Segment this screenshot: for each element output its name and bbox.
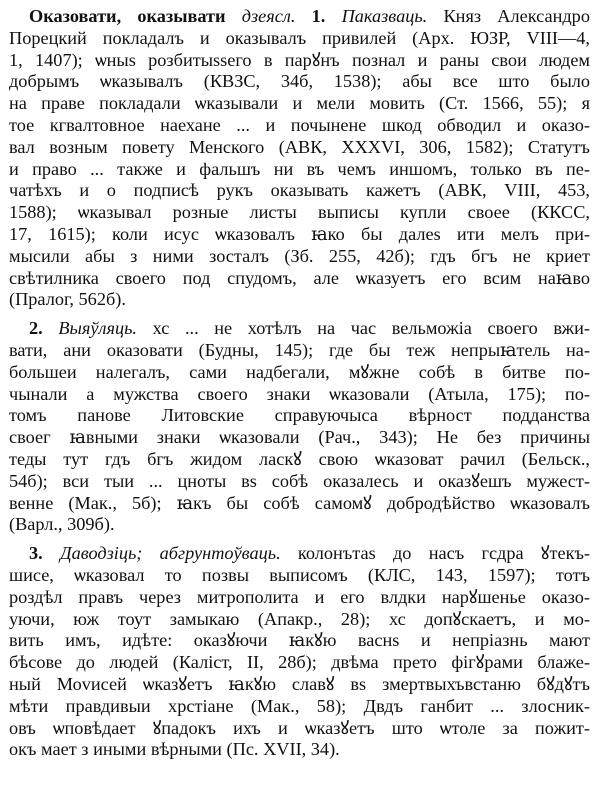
text-line: Порецкий покладалъ и оказывалъ привилей (Арх. ЮЗР, VIII—4, — [9, 27, 590, 48]
sense-number: 3. — [29, 543, 43, 564]
sense-gloss: Выяўляць. — [58, 318, 137, 339]
text-line: ный Моvисей ѡказꙋетъ ꙗкꙋю славꙋ вs змертвыхъвстаню бꙋдꙋтъ — [9, 673, 590, 694]
text-line: на праве покладали ѡказывали и мели мовить (Ст. 1566, 55); я — [9, 93, 590, 114]
text-line: 1588); ѡказывал розные листы выписы купли своее (ККСС, — [9, 202, 590, 223]
headword: Оказовати, оказывати — [29, 6, 226, 26]
text-line: венне (Мак., 5б); ꙗкъ бы собѣ самомꙋ добродѣйство ѡказовалъ — [9, 492, 590, 513]
text-line: 54б); вси тыи ... цноты вs собѣ оказалесь и оказꙋешъ мужест- — [9, 470, 590, 491]
sense-first-line — [9, 318, 590, 340]
text-line: 17, 1615); коли исус ѡказовалъ ꙗко бы далеs ити мелъ при- — [9, 223, 590, 244]
text-line: чынали а мужства своего знаки ѡказовали (Атыла, 175); по- — [9, 383, 590, 404]
text-line: (Пралог, 562б). — [9, 289, 126, 310]
sense-gloss: Даводзіць; абгрунтоўваць. — [60, 543, 281, 564]
text-line: свѣтилника своего под спудомъ, але ѡказуетъ его всим наꙗво — [9, 267, 590, 288]
text-line: большеи налегалъ, сами надбегали, мꙋжне собѣ в битве по- — [9, 361, 590, 382]
text-line: чатѣхъ и о подписѣ рукъ оказывать кажетъ (АВК, VIII, 453, — [9, 180, 590, 201]
text-line: теды тут гдъ бгъ жидом ласкꙋ свою ѡказоват рачил (Бельск., — [9, 448, 590, 469]
sense-3-paragraph — [9, 543, 590, 761]
text-line: добрымъ ѡказывалъ (КВЗС, 34б, 1538); абы все што было — [9, 71, 590, 92]
text-line: колонътаs до насъ гсдра ꙋтекъ- — [297, 543, 590, 564]
sense-number: 1. — [311, 6, 326, 26]
text-line: (Варл., 309б). — [9, 514, 115, 535]
sense-gloss: Паказваць. — [341, 6, 428, 26]
text-line: Княз Александро — [443, 6, 590, 26]
text-line: и право ... также и фальшъ ни въ чемъ иншомъ, только въ пе- — [9, 158, 590, 179]
sense-2-paragraph — [9, 318, 590, 536]
entry-first-line — [9, 6, 590, 28]
sense-number: 2. — [29, 318, 43, 339]
text-line: хс ... не хотѣлъ на час вельможіа своего вжи- — [152, 318, 590, 339]
text-line: бѣсове до людей (Каліст, II, 28б); двѣма прето фігꙋрами блаже- — [9, 652, 590, 673]
text-line: окъ мает з иными вѣрными (Пс. XVII, 34). — [9, 739, 340, 760]
text-line: уючи, юж тоут замыкаю (Апакр., 28); хс допꙋскаетъ, и мо- — [9, 608, 590, 629]
sense-1-paragraph — [9, 6, 590, 311]
text-line: тое кгвалтовное наехане ... и почынене шкод обводил и оказо- — [9, 114, 590, 135]
text-line: шисе, ѡказовал то позвы выписомъ (КЛС, 143, 1597); тотъ — [9, 564, 590, 585]
text-line: мысили абы з ними зосталъ (Зб. 255, 42б); гдъ бгъ не криет — [9, 245, 590, 266]
text-line: мѣти правдивыи хрстіане (Мак., 58); Двдъ ганбит ... злосник- — [9, 695, 590, 716]
text-line: томъ панове Литовские справуючыса вѣрност подданства — [9, 405, 590, 426]
sense-first-line — [9, 543, 590, 565]
text-line: роздѣл правъ через митрополита и его влдки нарꙋшенье оказо- — [9, 586, 590, 607]
text-line: своег ꙗвными знаки ѡказовали (Рач., 343); Не без причины — [9, 427, 590, 448]
text-line: вал возным повету Менского (АВК, XXXVI, 306, 1582); Статутъ — [9, 136, 590, 157]
text-line: 1, 1407); ѡныs розбитыssего в парꙋнъ познал и раны свои людем — [9, 49, 590, 70]
text-line: вати, ани оказовати (Будны, 145); где бы теж непрыꙗтель на- — [9, 339, 590, 360]
text-line: овъ ѡповѣдает ꙋпадокъ ихъ и ѡказꙋетъ што ѡтоле за пожит- — [9, 717, 590, 738]
part-of-speech: дзеясл. — [241, 6, 296, 26]
text-line: вить имъ, идѣте: оказꙋючи ꙗкꙋю васнs и непріазнь мают — [9, 630, 590, 651]
